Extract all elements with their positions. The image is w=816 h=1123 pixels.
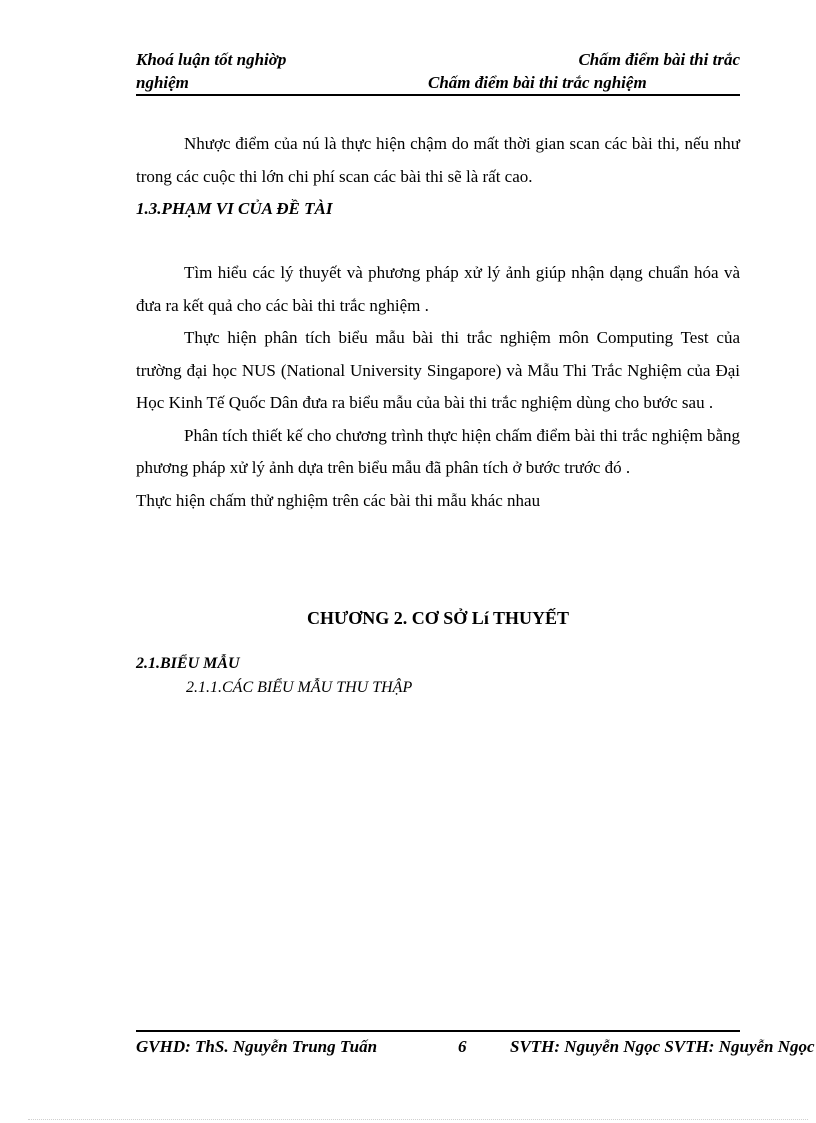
- paragraph-form-analysis: Thực hiện phân tích biểu mẫu bài thi trắc nghiệm môn Computing Test của trường đại học NUS (National University Singapore) và Mẫu Thi Trắc Nghiệm của Đại Học Kinh Tế Quốc Dân đưa ra biểu mẫu của bài thi trắc nghiệm dùng cho bước sau .: [136, 328, 740, 412]
- header-left-line1: Khoá luận tốt nghiờp: [136, 50, 287, 69]
- header-rule: [136, 94, 740, 96]
- footer-student: SVTH: Nguyễn Ngọc SVTH: Nguyễn Ngọc: [510, 1037, 815, 1056]
- subsection-heading: 2.1.1.CÁC BIỂU MẪU THU THẬP: [186, 679, 413, 696]
- heading-scope: 1.3.PHẠM VI CỦA ĐỀ TÀI: [136, 199, 333, 218]
- header-right-line1: Chấm điểm bài thi trắc: [578, 50, 740, 69]
- paragraph-testing: Thực hiện chấm thử nghiệm trên các bài thi mẫu khác nhau: [136, 490, 541, 510]
- header-right-line2: Chấm điểm bài thi trắc nghiệm: [428, 73, 647, 92]
- chapter-title: CHƯƠNG 2. CƠ SỞ Lí THUYẾT: [306, 608, 570, 628]
- paragraph-drawbacks: Nhược điểm của nú là thực hiện chậm do mất thời gian scan các bài thi, nếu như trong các cuộc thi lớn chi phí scan các bài thi sẽ là rất cao.: [136, 134, 740, 186]
- footer-page-number: 6: [458, 1037, 467, 1056]
- body-block-1: [136, 128, 740, 226]
- paragraph-research: Tìm hiểu các lý thuyết và phương pháp xử lý ảnh giúp nhận dạng chuẩn hóa và đưa ra kết quả cho các bài thi trắc nghiệm .: [136, 263, 740, 315]
- paragraph-design: Phân tích thiết kế cho chương trình thực hiện chấm điểm bài thi trắc nghiệm bằng phương pháp xử lý ảnh dựa trên biểu mẫu đã phân tích ở bước trước đó .: [136, 425, 740, 477]
- section-heading: 2.1.BIỂU MẪU: [136, 655, 240, 672]
- page-header: [136, 50, 740, 90]
- body-block-2: [136, 257, 740, 517]
- footer-rule: [136, 1030, 740, 1032]
- footer-supervisor: GVHD: ThS. Nguyễn Trung Tuấn: [136, 1037, 378, 1056]
- page-bottom-edge: [28, 1119, 808, 1120]
- header-left-line2: nghiệm: [136, 73, 189, 92]
